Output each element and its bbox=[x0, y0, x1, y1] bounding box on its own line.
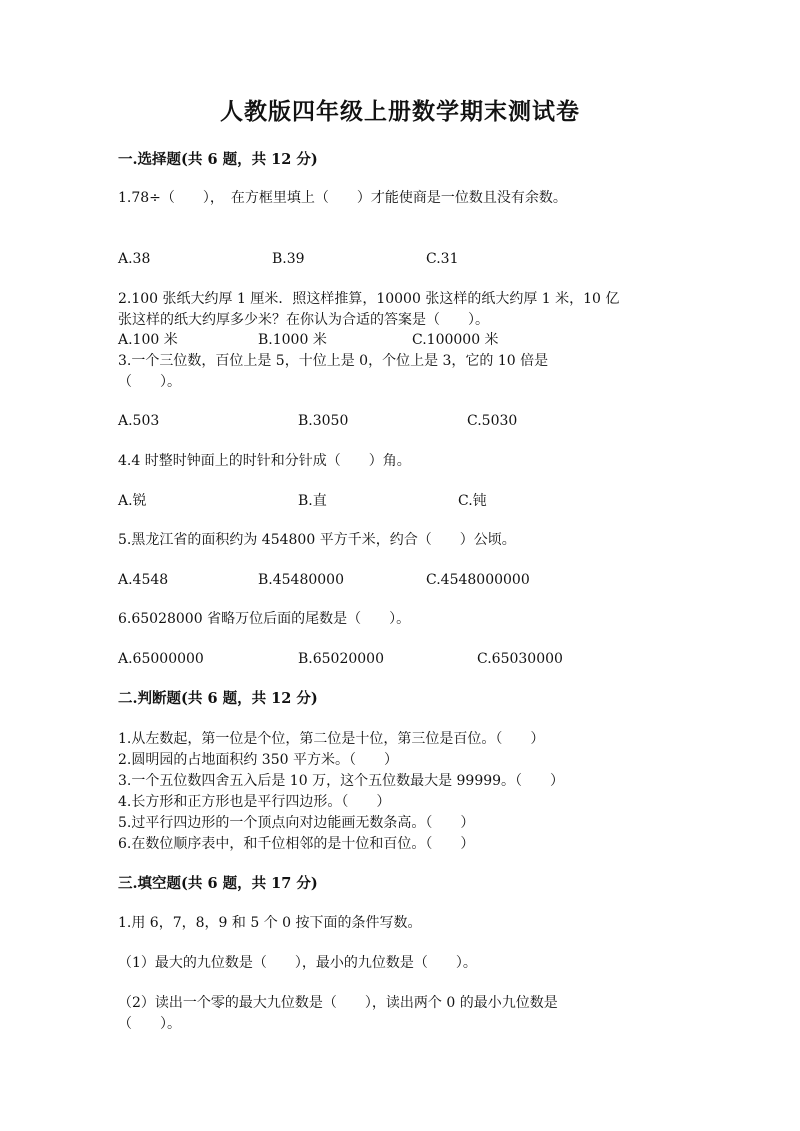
choice-1-option-b[interactable]: B.39 bbox=[272, 251, 305, 267]
choice-question-2-line-1: 2.100 张纸大约厚 1 厘米．照这样推算，10000 张这样的纸大约厚 1 米，10 亿 bbox=[118, 291, 620, 307]
choice-question-3-line-1: 3.一个三位数，百位上是 5，十位上是 0，个位上是 3，它的 10 倍是 bbox=[118, 353, 549, 369]
choice-question-1: 1.78÷（ ）， 在方框里填上（ ）才能使商是一位数且没有余数。 bbox=[118, 190, 567, 206]
choice-question-3-line-2: （ ）。 bbox=[118, 374, 181, 390]
fill-question-1-intro: 1.用 6，7，8，9 和 5 个 0 按下面的条件写数。 bbox=[118, 915, 422, 931]
choice-3-option-a[interactable]: A.503 bbox=[118, 413, 160, 429]
section-heading-judgment: 二.判断题(共 6 题，共 12 分) bbox=[118, 690, 318, 707]
fill-question-1-sub-1: （1）最大的九位数是（ ），最小的九位数是（ ）。 bbox=[118, 955, 477, 971]
choice-6-option-c[interactable]: C.65030000 bbox=[477, 651, 563, 667]
choice-question-6: 6.65028000 省略万位后面的尾数是（ ）。 bbox=[118, 611, 411, 627]
choice-question-2-line-2: 张这样的纸大约厚多少米？在你认为合适的答案是（ ）。 bbox=[118, 312, 489, 328]
choice-5-option-b[interactable]: B.45480000 bbox=[258, 572, 344, 588]
section-heading-fill: 三.填空题(共 6 题，共 17 分) bbox=[118, 875, 318, 892]
choice-5-option-a[interactable]: A.4548 bbox=[118, 572, 169, 588]
judgment-item-4: 4.长方形和正方形也是平行四边形。（ ） bbox=[118, 794, 391, 810]
page-title: 人教版四年级上册数学期末测试卷 bbox=[220, 98, 580, 125]
choice-1-option-a[interactable]: A.38 bbox=[118, 251, 151, 267]
judgment-item-5: 5.过平行四边形的一个顶点向对边能画无数条高。（ ） bbox=[118, 815, 475, 831]
judgment-item-6: 6.在数位顺序表中，和千位相邻的是十位和百位。（ ） bbox=[118, 836, 475, 852]
choice-3-option-c[interactable]: C.5030 bbox=[467, 413, 518, 429]
choice-4-option-b[interactable]: B.直 bbox=[298, 493, 327, 509]
fill-question-1-sub-2-line-2: （ ）。 bbox=[118, 1016, 181, 1032]
judgment-item-3: 3.一个五位数四舍五入后是 10 万，这个五位数最大是 99999。（ ） bbox=[118, 773, 565, 789]
choice-6-option-b[interactable]: B.65020000 bbox=[298, 651, 384, 667]
choice-question-4: 4.4 时整时钟面上的时针和分针成（ ）角。 bbox=[118, 453, 411, 469]
section-heading-choice: 一.选择题(共 6 题，共 12 分) bbox=[118, 151, 318, 168]
judgment-item-2: 2.圆明园的占地面积约 350 平方米。（ ） bbox=[118, 752, 398, 768]
choice-2-option-c[interactable]: C.100000 米 bbox=[412, 332, 499, 348]
choice-3-option-b[interactable]: B.3050 bbox=[298, 413, 349, 429]
choice-1-option-c[interactable]: C.31 bbox=[426, 251, 459, 267]
choice-question-5: 5.黑龙江省的面积约为 454800 平方千米，约合（ ）公顷。 bbox=[118, 532, 516, 548]
choice-4-option-a[interactable]: A.锐 bbox=[118, 493, 147, 509]
choice-6-option-a[interactable]: A.65000000 bbox=[118, 651, 204, 667]
choice-4-option-c[interactable]: C.钝 bbox=[458, 493, 487, 509]
choice-5-option-c[interactable]: C.4548000000 bbox=[426, 572, 530, 588]
choice-2-option-b[interactable]: B.1000 米 bbox=[258, 332, 327, 348]
fill-question-1-sub-2-line-1: （2）读出一个零的最大九位数是（ ），读出两个 0 的最小九位数是 bbox=[118, 995, 558, 1011]
judgment-item-1: 1.从左数起，第一位是个位，第二位是十位，第三位是百位。（ ） bbox=[118, 731, 545, 747]
choice-2-option-a[interactable]: A.100 米 bbox=[118, 332, 178, 348]
